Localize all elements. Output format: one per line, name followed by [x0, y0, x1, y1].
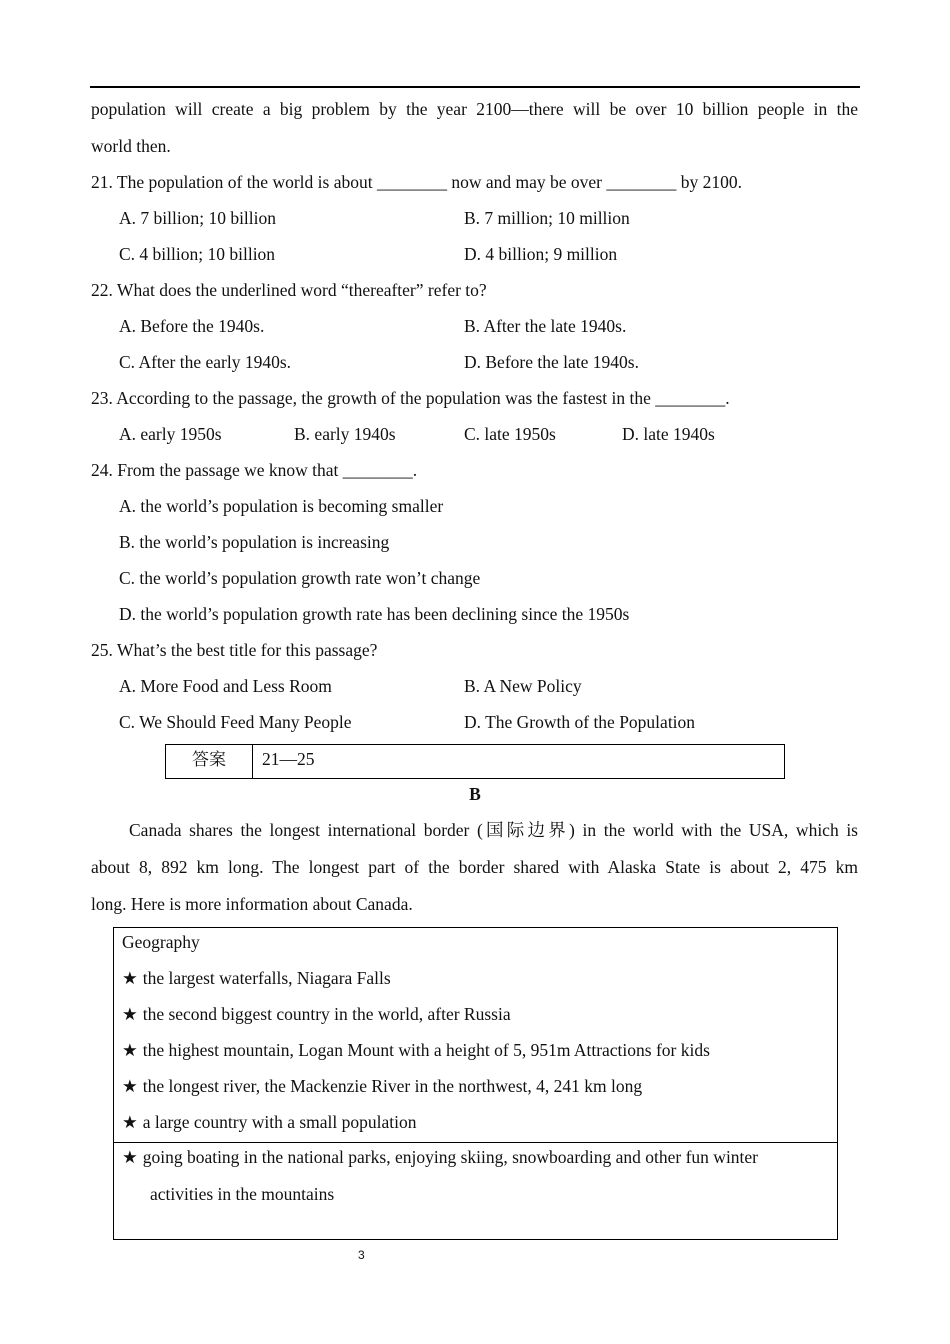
question-24-option-a: A. the world’s population is becoming smaller — [119, 496, 444, 516]
question-25-option-d: D. The Growth of the Population — [464, 712, 696, 732]
question-24-stem: 24. From the passage we know that ________. — [91, 460, 418, 480]
question-25-option-b: B. A New Policy — [464, 676, 582, 696]
passage-text-line: population will create a big problem by the year 2100—there will be over 10 billion people in the — [91, 99, 858, 119]
info-box-item — [122, 1002, 511, 1026]
info-box-activity-text: going boating in the national parks, enjoying skiing, snowboarding and other fun winter — [142, 1147, 759, 1167]
question-21-option-a: A. 7 billion; 10 billion — [119, 208, 277, 228]
question-22-option-b: B. After the late 1940s. — [464, 316, 627, 336]
question-24-option-b: B. the world’s population is increasing — [119, 532, 390, 552]
canada-info-box — [113, 927, 838, 1240]
section-b-intro-line: long. Here is more information about Canada. — [91, 894, 413, 914]
info-box-activity — [122, 1145, 758, 1169]
info-box-item-text: the largest waterfalls, Niagara Falls — [142, 968, 391, 988]
star-icon: ★ — [122, 1112, 138, 1132]
question-23-option-d: D. late 1940s — [622, 424, 715, 444]
section-b-title: B — [469, 784, 481, 804]
info-box-item — [122, 966, 391, 990]
info-box-item-text: the second biggest country in the world, after Russia — [142, 1004, 511, 1024]
info-box-activity-continued: activities in the mountains — [150, 1184, 335, 1204]
star-icon: ★ — [122, 1040, 138, 1060]
question-21-option-d: D. 4 billion; 9 million — [464, 244, 618, 264]
question-24-option-d: D. the world’s population growth rate has been declining since the 1950s — [119, 604, 630, 624]
question-22-option-a: A. Before the 1940s. — [119, 316, 265, 336]
info-box-item-text: the longest river, the Mackenzie River in the northwest, 4, 241 km long — [142, 1076, 643, 1096]
section-b-intro-line: Canada shares the longest international border (国际边界) in the world with the USA, which is — [129, 820, 858, 840]
star-icon: ★ — [122, 1147, 138, 1167]
question-21-option-b: B. 7 million; 10 million — [464, 208, 630, 228]
question-22-option-d: D. Before the late 1940s. — [464, 352, 639, 372]
answer-range: 21—25 — [262, 749, 315, 769]
question-23-stem: 23. According to the passage, the growth of the population was the fastest in the ________. — [91, 388, 730, 408]
info-box-divider — [114, 1142, 837, 1143]
info-box-item-text: a large country with a small population — [142, 1112, 417, 1132]
question-25-option-a: A. More Food and Less Room — [119, 676, 332, 696]
question-24-option-c: C. the world’s population growth rate won’t change — [119, 568, 481, 588]
question-22-option-c: C. After the early 1940s. — [119, 352, 292, 372]
star-icon: ★ — [122, 968, 138, 988]
info-box-item — [122, 1074, 642, 1098]
answer-label: 答案 — [166, 745, 253, 778]
question-25-option-c: C. We Should Feed Many People — [119, 712, 352, 732]
question-22-stem: 22. What does the underlined word “thereafter” refer to? — [91, 280, 487, 300]
section-b-intro-line: about 8, 892 km long. The longest part of the border shared with Alaska State is about 2, 475 km — [91, 857, 858, 877]
answer-table — [165, 744, 785, 779]
passage-text-line: world then. — [91, 136, 171, 156]
question-23-option-c: C. late 1950s — [464, 424, 556, 444]
info-box-item — [122, 1110, 416, 1134]
star-icon: ★ — [122, 1004, 138, 1024]
info-box-item — [122, 1038, 710, 1062]
header-rule — [90, 86, 860, 88]
info-box-heading: Geography — [122, 932, 200, 952]
info-box-item-text: the highest mountain, Logan Mount with a height of 5, 951m Attractions for kids — [142, 1040, 710, 1060]
question-25-stem: 25. What’s the best title for this passage? — [91, 640, 378, 660]
question-21-stem: 21. The population of the world is about ________ now and may be over ________ by 2100. — [91, 172, 742, 192]
question-21-option-c: C. 4 billion; 10 billion — [119, 244, 276, 264]
page-number: 3 — [358, 1248, 365, 1262]
star-icon: ★ — [122, 1076, 138, 1096]
question-23-option-b: B. early 1940s — [294, 424, 396, 444]
question-23-option-a: A. early 1950s — [119, 424, 222, 444]
